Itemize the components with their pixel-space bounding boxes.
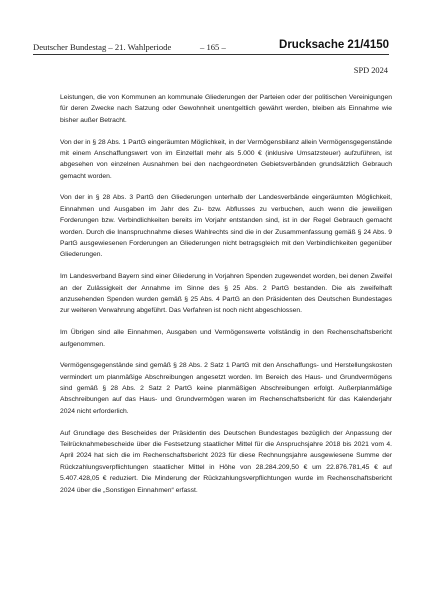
paragraph-5: Im Übrigen sind alle Einnahmen, Ausgaben und Vermögenswerte vollständig in den Rechenschaftsbericht aufgenommen.	[60, 329, 392, 348]
document-body	[60, 92, 392, 506]
paragraph-3: Von der in § 28 Abs. 3 PartG den Gliederungen unterhalb der Landesverbände eingeräumten Möglichkeit, Einnahmen und Ausgaben im Jahr des Zu- bzw. Abflusses zu verbuchen, auch wenn die jeweiligen Forderungen bzw. Verbindlichkeiten bereits im Vorjahr entstanden sind, ist in der Regel Gebrauch gemacht worden. Durch die Inanspruchnahme dieses Wahlrechts sind die in der Zusammenfassung gemäß § 24 Abs. 9 PartG ausgewiesenen Forderungen an Gliederungen nicht betragsgleich mit den Verbindlichkeiten gegenüber Gliederungen.	[60, 194, 392, 259]
paragraph-1: Leistungen, die von Kommunen an kommunale Gliederungen der Parteien oder der politischen Vereinigungen für deren Zwecke nach Satzung oder Gewohnheit unentgeltlich gewährt werden, bleiben als Einnahme wie bisher außer Betracht.	[60, 94, 392, 124]
header-publication: Deutscher Bundestag – 21. Wahlperiode	[33, 42, 172, 52]
header-divider	[33, 54, 389, 55]
paragraph-6: Vermögensgegenstände sind gemäß § 28 Abs. 2 Satz 1 PartG mit den Anschaffungs- und Herstellungskosten vermindert um planmäßige Abschreibungen angesetzt worden. Im Bereich des Haus- und Grundvermögens sind gemäß § 28 Abs. 2 Satz 2 PartG keine planmäßigen Abschreibungen erfolgt. Außerplanmäßige Abschreibungen auf das Haus- und Grundvermögen waren im Rechenschaftsbericht für das Kalenderjahr 2024 nicht erforderlich.	[60, 362, 392, 415]
page-number: – 165 –	[200, 42, 226, 52]
paragraph-4: Im Landesverband Bayern sind einer Gliederung in Vorjahren Spenden zugewendet worden, bei denen Zweifel an der Zulässigkeit der Annahme im Sinne des § 25 Abs. 2 PartG bestanden. Die als zweifelhaft anzusehenden Spenden wurden gemäß § 25 Abs. 4 PartG an den Präsidenten des Deutschen Bundestages zur weiteren Verwahrung abgeführt. Das Verfahren ist noch nicht abgeschlossen.	[60, 273, 392, 315]
paragraph-7: Auf Grundlage des Bescheides der Präsidentin des Deutschen Bundestages bezüglich der Anpassung der Teilrücknahmebescheide über die Festsetzung staatlicher Mittel für die Anspruchsjahre 2018 bis 2021 vom 4. April 2024 hat sich die im Rechenschaftsbericht 2023 für diese Rechnungsjahre ausgewiesene Summe der Rückzahlungsverpflichtungen staatlicher Mittel in Höhe von 28.284.209,50 € um 22.876.781,45 € auf 5.407.428,05 € reduziert. Die Minderung der Rückzahlungsverpflichtungen wurde im Rechenschaftsbericht 2024 über die „Sonstigen Einnahmen“ erfasst.	[60, 429, 392, 494]
party-tag: SPD 2024	[353, 66, 388, 75]
document-number: Drucksache 21/4150	[279, 39, 389, 51]
paragraph-2: Von der in § 28 Abs. 1 PartG eingeräumten Möglichkeit, in der Vermögensbilanz allein Vermögensgegenstände mit einem Anschaffungswert von im Einzelfall mehr als 5.000 € (inklusive Umsatzsteuer) aufzuführen, ist abgesehen von einzelnen Ausnahmen bei den nachgeordneten Gebietsverbänden grundsätzlich Gebrauch gemacht worden.	[60, 138, 392, 180]
